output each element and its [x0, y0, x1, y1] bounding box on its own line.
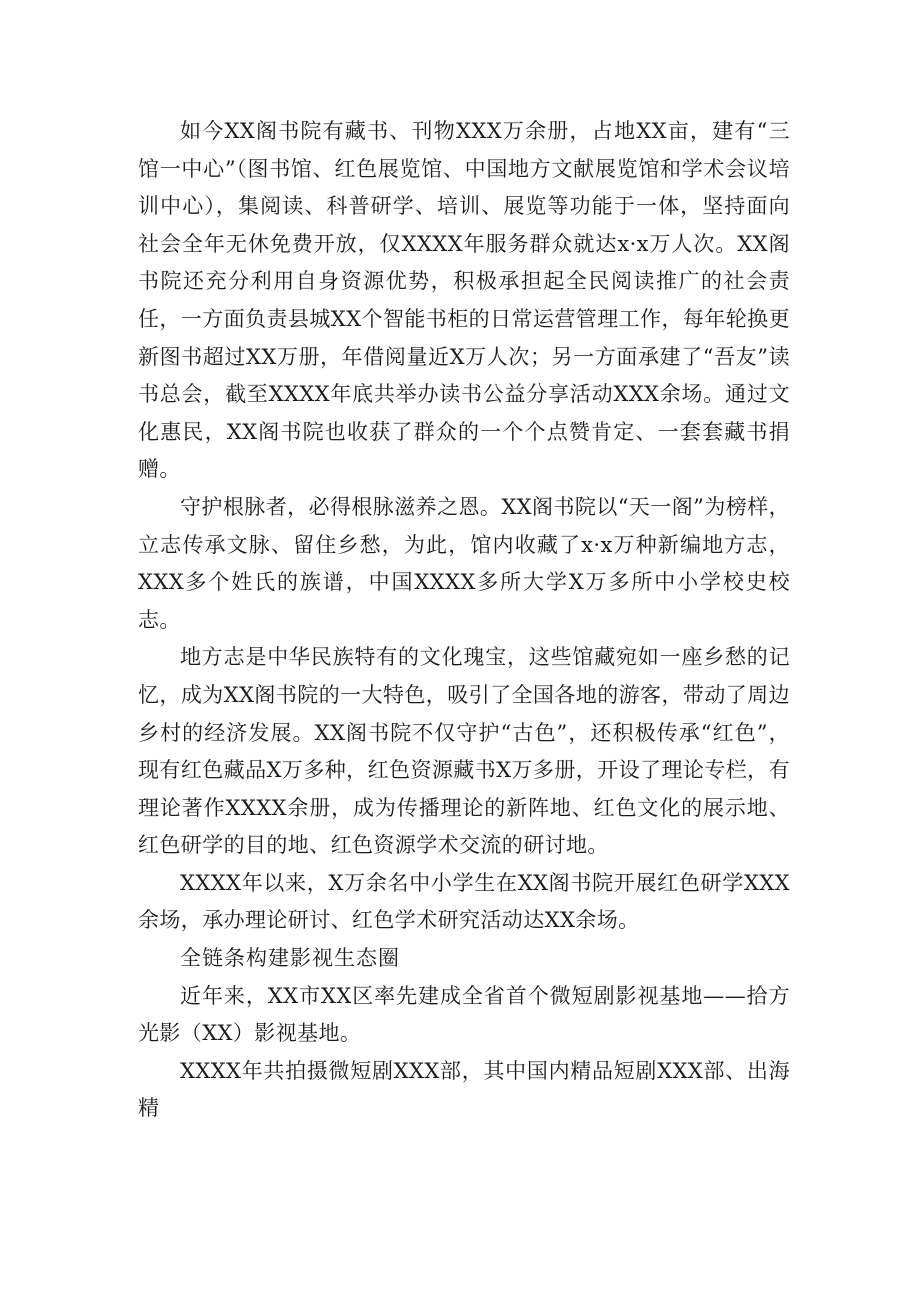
paragraph-library-overview: 如今XX阁书院有藏书、刊物XXX万余册，占地XX亩，建有“三馆一中心”（图书馆、红色展览馆、中国地方文献展览馆和学术会议培训中心），集阅读、科普研学、培训、展览等功能于一体，坚持面向社会全年无休免费开放，仅XXXX年服务群众就达x·x万人次。XX阁书院还充分利用自身资源优势，积极承担起全民阅读推广的社会责任，一方面负责县城XX个智能书柜的日常运营管理工作，每年轮换更新图书超过XX万册，年借阅量近X万人次；另一方面承建了“吾友”读书总会，截至XXXX年底共举办读书公益分享活动XXX余场。通过文化惠民，XX阁书院也收获了群众的一个个点赞肯定、一套套藏书捐赠。	[138, 119, 790, 482]
paragraph-cultural-roots: 守护根脉者，必得根脉滋养之恩。XX阁书院以“天一阁”为榜样，立志传承文脉、留住乡愁，为此，馆内收藏了x·x万种新编地方志，XXX多个姓氏的族谱，中国XXXX多所大学X万多所中小学校史校志。	[138, 494, 790, 632]
paragraph-short-drama-output: XXXX年共拍摄微短剧XXX部，其中国内精品短剧XXX部、出海精	[138, 1058, 790, 1121]
paragraph-film-base: 近年来，XX市XX区率先建成全省首个微短剧影视基地——拾方光影（XX）影视基地。	[138, 983, 790, 1046]
section-heading: 全链条构建影视生态圈	[180, 946, 400, 971]
document-body	[138, 113, 790, 1128]
paragraph-local-chronicles: 地方志是中华民族特有的文化瑰宝，这些馆藏宛如一座乡愁的记忆，成为XX阁书院的一大特色，吸引了全国各地的游客，带动了周边乡村的经济发展。XX阁书院不仅守护“古色”，还积极传承“红色”，现有红色藏品X万多种，红色资源藏书X万多册，开设了理论专栏，有理论著作XXXX余册，成为传播理论的新阵地、红色文化的展示地、红色研学的目的地、红色资源学术交流的研讨地。	[138, 645, 790, 858]
paragraph-red-study: XXXX年以来，X万余名中小学生在XX阁书院开展红色研学XXX余场，承办理论研讨、红色学术研究活动达XX余场。	[138, 870, 790, 933]
